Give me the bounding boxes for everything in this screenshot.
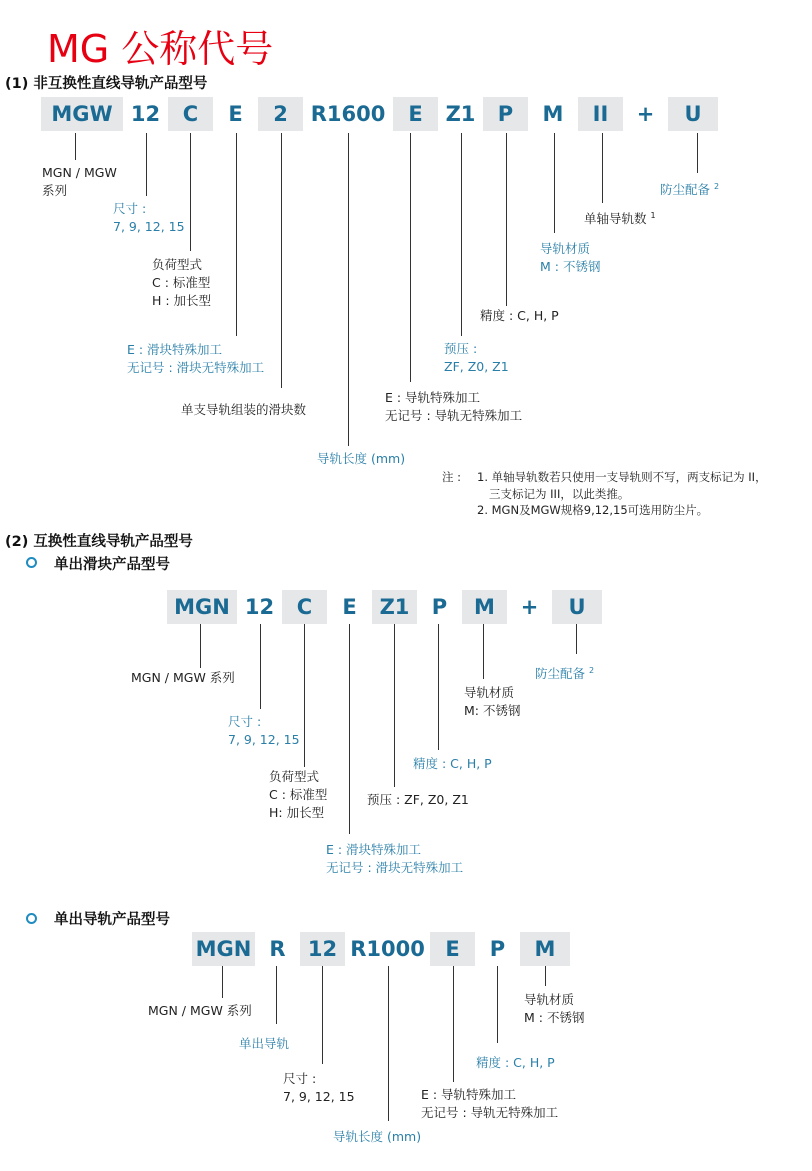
code-material: M [520,932,570,966]
leader-line [545,966,546,986]
label-load-line1: 负荷型式 [152,257,203,272]
footnote-marker: 2 [589,666,595,675]
leader-line [438,624,439,750]
note-2: 2. MGN及MGW规格9,12,15可选用防尘片。 [477,503,709,517]
label-dust [660,178,719,199]
code-load: C [168,97,213,131]
label-size [228,713,300,749]
label-rail-e-line2: 无记号 : 导轨无特殊加工 [421,1105,559,1120]
leader-line [410,133,411,382]
code-block-e: E [327,590,372,624]
code-series: MGN [167,590,237,624]
label-series: MGN / MGW 系列 [131,670,235,685]
label-rail-e-line1: E : 导轨特殊加工 [385,390,481,405]
label-rail-processing [421,1086,558,1122]
code-size: 12 [123,97,168,131]
leader-line [461,133,462,336]
label-size-line1: 尺寸 : [228,714,262,729]
code-accuracy: P [417,590,462,624]
leader-line [697,133,698,173]
sub1-heading: 单出滑块产品型号 [54,557,170,573]
label-series-line1: MGN / MGW [42,165,117,180]
label-dust [535,662,594,683]
code-size: 12 [237,590,282,624]
code-block-e: E [213,97,258,131]
leader-line [281,133,282,388]
label-block-e-line2: 无记号 : 滑块无特殊加工 [127,360,265,375]
label-load-line1: 负荷型式 [269,769,320,784]
code-blocks-count: 2 [258,97,303,131]
leader-line [453,966,454,1082]
label-rail-e-line2: 无记号 : 导轨无特殊加工 [385,408,523,423]
bullet-icon [26,913,37,924]
label-rails-per-axis [584,207,656,228]
footnote-marker: 2 [714,182,720,191]
label-rail-length: 导轨长度 (mm) [317,451,406,466]
leader-line [497,966,498,1043]
label-series [42,164,117,200]
label-material [524,991,584,1027]
code-accuracy: P [475,932,520,966]
leader-line [349,624,350,834]
label-size-line2: 7, 9, 12, 15 [283,1089,355,1104]
leader-line [304,624,305,767]
rails-per-axis-text: 单轴导轨数 [584,211,647,227]
label-size-line2: 7, 9, 12, 15 [228,732,300,747]
label-load-line3: H: 加长型 [269,805,325,820]
leader-line [276,966,277,1024]
code-preload: Z1 [372,590,417,624]
leader-line [236,133,237,336]
code-rail-e: E [393,97,438,131]
label-load-type [152,256,211,310]
leader-line [75,133,76,160]
leader-line [388,966,389,1121]
label-preload-line1: 预压 : [444,341,478,356]
footnote-marker: 1 [650,211,656,220]
label-load-type [269,768,327,822]
label-block-e-line1: E : 滑块特殊加工 [127,342,223,357]
section2-heading: (2) 互换性直线导轨产品型号 [5,534,193,550]
label-rail-processing [385,389,522,425]
code-rail-e: E [430,932,475,966]
leader-line [190,133,191,251]
note-1-line1: 1. 单轴导轨数若只使用一支导轨则不写，两支标记为 II， [477,470,767,484]
code-dust: U [668,97,718,131]
code-material: M [528,97,578,131]
label-material-line2: M: 不锈钢 [464,703,521,718]
label-block-processing [127,341,264,377]
leader-line [348,133,349,446]
label-material-line1: 导轨材质 [464,685,515,700]
dust-text: 防尘配备 [660,182,711,198]
leader-line [222,966,223,998]
leader-line [576,624,577,654]
label-rail-e-line1: E : 导轨特殊加工 [421,1087,517,1102]
notes-prefix: 注 : [442,470,462,484]
label-material-line1: 导轨材质 [540,241,591,256]
label-size [113,200,185,236]
section1-heading: (1) 非互换性直线导轨产品型号 [5,76,208,92]
dust-text: 防尘配备 [535,666,586,682]
label-material [540,240,600,276]
code-accuracy: P [483,97,528,131]
code-material: M [462,590,507,624]
label-material-line2: M : 不锈钢 [540,259,601,274]
label-material-line2: M : 不锈钢 [524,1010,585,1025]
label-blocks-count: 单支导轨组装的滑块数 [181,402,307,417]
label-block-processing [326,841,463,877]
label-preload-line2: ZF, Z0, Z1 [444,359,509,374]
leader-line [483,624,484,679]
label-block-e-line1: E : 滑块特殊加工 [326,842,422,857]
label-single-rail: 单出导轨 [239,1036,290,1051]
code-preload: Z1 [438,97,483,131]
leader-line [200,624,201,668]
label-size-line1: 尺寸 : [283,1071,317,1086]
leader-line [602,133,603,203]
code-rail-length: R1600 [303,97,393,131]
note-1-line2: 三支标记为 III，以此类推。 [489,487,630,501]
label-material-line1: 导轨材质 [524,992,575,1007]
code-rail-length: R1000 [345,932,430,966]
label-series: MGN / MGW 系列 [148,1003,252,1018]
label-accuracy: 精度 : C, H, P [476,1055,555,1070]
sub2-heading: 单出导轨产品型号 [54,912,170,928]
code-size: 12 [300,932,345,966]
label-size [283,1070,355,1106]
leader-line [554,133,555,233]
label-accuracy: 精度 : C, H, P [413,756,492,771]
label-preload: 预压 : ZF, Z0, Z1 [367,792,469,807]
label-load-line2: C : 标准型 [152,275,211,290]
leader-line [146,133,147,196]
code-rails-per-axis: II [578,97,623,131]
code-load: C [282,590,327,624]
label-block-e-line2: 无记号 : 滑块无特殊加工 [326,860,464,875]
label-load-line2: C : 标准型 [269,787,328,802]
code-single-rail: R [255,932,300,966]
leader-line [260,624,261,709]
label-size-line1: 尺寸 : [113,201,147,216]
label-size-line2: 7, 9, 12, 15 [113,219,185,234]
page-title: MG 公称代号 [47,27,274,71]
leader-line [506,133,507,306]
label-series-line2: 系列 [42,183,68,198]
leader-line [322,966,323,1064]
code-plus: + [507,590,552,624]
code-series: MGN [192,932,255,966]
bullet-icon [26,557,37,568]
leader-line [394,624,395,787]
code-plus: + [623,97,668,131]
label-accuracy: 精度 : C, H, P [480,308,559,323]
label-preload [444,340,509,376]
label-rail-length: 导轨长度 (mm) [333,1129,422,1144]
code-series: MGW [41,97,123,131]
code-dust: U [552,590,602,624]
label-load-line3: H : 加长型 [152,293,212,308]
label-material [464,684,520,720]
